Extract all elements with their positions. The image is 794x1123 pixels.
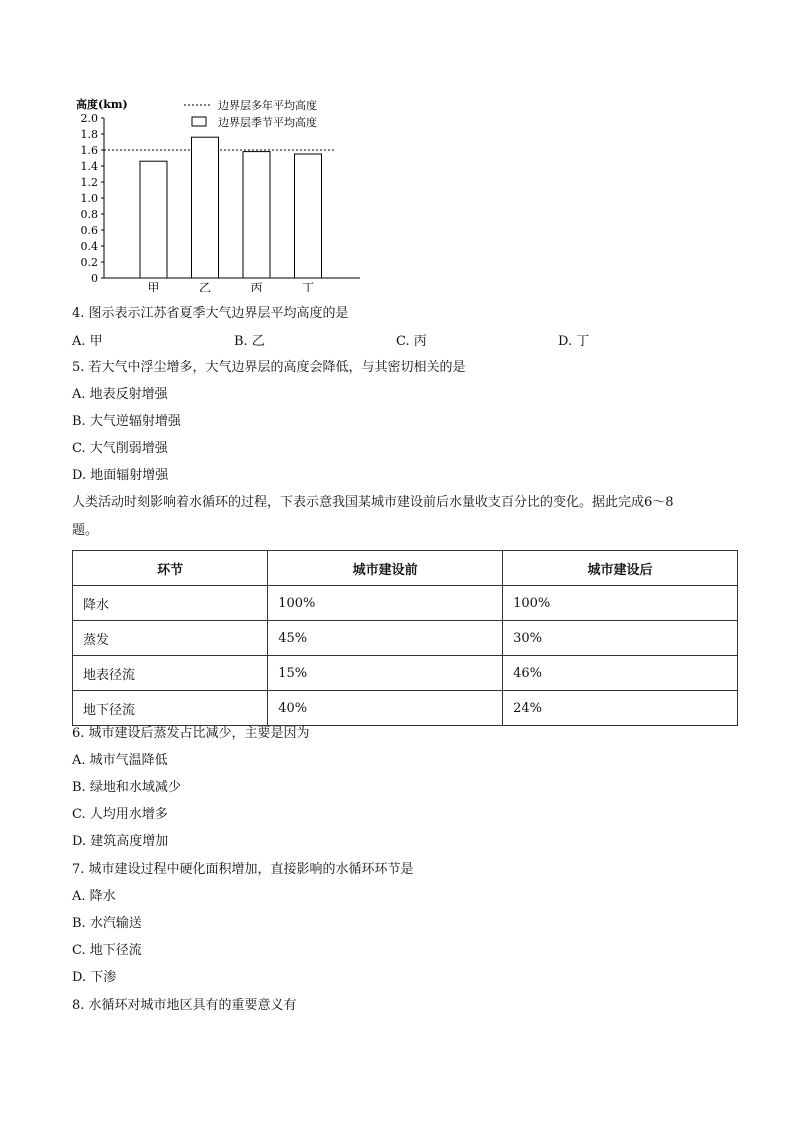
y-tick-label: 0 bbox=[91, 272, 98, 285]
y-tick-label: 1.0 bbox=[80, 192, 98, 205]
cell-after: 46% bbox=[503, 656, 738, 691]
intro-line-2: 题。 bbox=[72, 523, 99, 538]
question-7-stem: 7. 城市建设过程中硬化面积增加，直接影响的水循环环节是 bbox=[72, 862, 414, 877]
y-tick-label: 0.4 bbox=[80, 240, 98, 253]
q7-option-d[interactable]: D. 下渗 bbox=[72, 970, 117, 985]
water-budget-table bbox=[72, 550, 738, 726]
question-8-stem: 8. 水循环对城市地区具有的重要意义有 bbox=[72, 998, 297, 1013]
x-category-label: 乙 bbox=[198, 281, 212, 292]
legend-bar-label: 边界层季节平均高度 bbox=[218, 116, 317, 129]
q6-option-c[interactable]: C. 人均用水增多 bbox=[72, 807, 168, 822]
cell-after: 24% bbox=[503, 691, 738, 726]
question-4-options bbox=[72, 332, 712, 352]
y-tick-label: 0.2 bbox=[80, 256, 98, 269]
y-tick-label: 1.6 bbox=[80, 144, 98, 157]
y-tick-label: 1.2 bbox=[80, 176, 98, 189]
question-6-stem: 6. 城市建设后蒸发占比减少，主要是因为 bbox=[72, 726, 310, 741]
bar-4 bbox=[295, 154, 322, 278]
question-4-stem: 4. 图示表示江苏省夏季大气边界层平均高度的是 bbox=[72, 306, 349, 321]
boundary-layer-height-chart bbox=[72, 92, 372, 292]
y-tick-label: 0.8 bbox=[80, 208, 98, 221]
cell-after: 30% bbox=[503, 621, 738, 656]
q4-option-d[interactable]: D. 丁 bbox=[558, 334, 590, 349]
q7-option-b[interactable]: B. 水汽输送 bbox=[72, 916, 142, 931]
cell-after: 100% bbox=[503, 586, 738, 621]
q6-option-a[interactable]: A. 城市气温降低 bbox=[72, 753, 168, 768]
y-tick-label: 1.4 bbox=[80, 160, 98, 173]
intro-line-1: 人类活动时刻影响着水循环的过程，下表示意我国某城市建设前后水量收支百分比的变化。据此完成6～8 bbox=[72, 495, 674, 510]
q5-option-b[interactable]: B. 大气逆辐射增强 bbox=[72, 414, 181, 429]
cell-before: 15% bbox=[268, 656, 503, 691]
legend-line-label: 边界层多年平均高度 bbox=[218, 99, 317, 112]
cell-before: 45% bbox=[268, 621, 503, 656]
cell-stage: 地表径流 bbox=[73, 656, 268, 691]
q5-option-d[interactable]: D. 地面辐射增强 bbox=[72, 468, 169, 483]
q6-option-d[interactable]: D. 建筑高度增加 bbox=[72, 834, 169, 849]
bar-2 bbox=[192, 137, 219, 278]
q7-option-a[interactable]: A. 降水 bbox=[72, 889, 116, 904]
x-category-label: 丙 bbox=[250, 281, 263, 292]
y-tick-label: 1.8 bbox=[80, 128, 98, 141]
table-row bbox=[73, 691, 738, 726]
cell-stage: 地下径流 bbox=[73, 691, 268, 726]
x-category-label: 丁 bbox=[301, 281, 315, 292]
q4-option-b[interactable]: B. 乙 bbox=[234, 334, 265, 349]
q5-option-a[interactable]: A. 地表反射增强 bbox=[72, 387, 168, 402]
header-stage: 环节 bbox=[73, 551, 268, 586]
table-row bbox=[73, 656, 738, 691]
x-category-label: 甲 bbox=[147, 281, 160, 292]
q5-option-c[interactable]: C. 大气削弱增强 bbox=[72, 441, 168, 456]
question-5-stem: 5. 若大气中浮尘增多，大气边界层的高度会降低，与其密切相关的是 bbox=[72, 360, 466, 375]
cell-stage: 蒸发 bbox=[73, 621, 268, 656]
header-before: 城市建设前 bbox=[268, 551, 503, 586]
y-tick-label: 2.0 bbox=[80, 112, 98, 125]
q4-option-c[interactable]: C. 丙 bbox=[396, 334, 427, 349]
y-axis-label: 高度(km) bbox=[76, 98, 128, 111]
q4-option-a[interactable]: A. 甲 bbox=[72, 334, 103, 349]
q6-option-b[interactable]: B. 绿地和水域减少 bbox=[72, 780, 181, 795]
bar-3 bbox=[243, 152, 270, 278]
header-after: 城市建设后 bbox=[503, 551, 738, 586]
table-header-row bbox=[73, 551, 738, 586]
legend-bar-symbol bbox=[192, 117, 206, 126]
cell-before: 40% bbox=[268, 691, 503, 726]
bar-1 bbox=[140, 161, 167, 278]
table-row bbox=[73, 621, 738, 656]
y-tick-label: 0.6 bbox=[80, 224, 98, 237]
q7-option-c[interactable]: C. 地下径流 bbox=[72, 943, 142, 958]
cell-before: 100% bbox=[268, 586, 503, 621]
table-row bbox=[73, 586, 738, 621]
cell-stage: 降水 bbox=[73, 586, 268, 621]
